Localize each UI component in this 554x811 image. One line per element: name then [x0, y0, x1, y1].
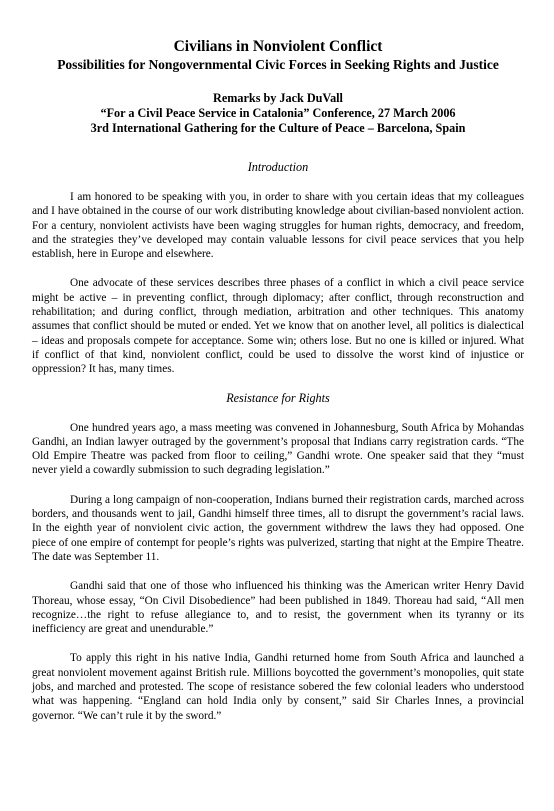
paragraph: One hundred years ago, a mass meeting was convened in Johannesburg, South Africa by Mohandas Gandhi, an Indian lawyer outraged by the government’s proposal that Indians carry registration cards. “The Old Empire Theatre was packed from floor to ceiling,” Gandhi wrote. One speaker said that they “must never yield a cowardly submission to such degrading legislation.” — [32, 421, 524, 477]
document-subtitle: Possibilities for Nongovernmental Civic Forces in Seeking Rights and Justice — [57, 57, 499, 72]
paragraph: During a long campaign of non-cooperation, Indians burned their registration cards, marched across borders, and thousands went to jail, Gandhi himself three times, all to disrupt the government’s racial laws. In the eighth year of nonviolent civic action, the government withdrew the laws they had opposed. One piece of one empire of contempt for people’s rights was pulverized, starting that night at the Empire Theatre. The date was September 11. — [32, 493, 524, 563]
document-title: Civilians in Nonviolent Conflict — [173, 38, 383, 55]
paragraph: I am honored to be speaking with you, in order to share with you certain ideas that my colleagues and I have obtained in the course of our work distributing knowledge about civilian-based nonviolent action. For a century, nonviolent activists have been waging struggles for human rights, democracy, and freedom, and the strategies they’ve developed may contain valuable lessons for civil peace services that you help establish, here in Europe and elsewhere. — [32, 191, 524, 261]
remarks-author: Remarks by Jack DuVall — [213, 91, 343, 105]
paragraph: To apply this right in his native India, Gandhi returned home from South Africa and launched a great nonviolent movement against British rule. Millions boycotted the government’s monopolies, quit state jobs, and marched and protested. The scope of resistance sobered the few colonial leaders who understood what was happening. “England can hold India only by consent,” said Sir Charles Innes, a provincial governor. “We can’t rule it by the sword.” — [32, 652, 524, 722]
section-heading-resistance: Resistance for Rights — [226, 390, 330, 405]
paragraph: One advocate of these services describes three phases of a conflict in which a civil peace service might be active – in preventing conflict, through diplomacy; after conflict, through reconstruction and rehabilitation; and during conflict, through mediation, arbitration and other techniques. This anatomy assumes that conflict should be muted or ended. Yet we know that on another level, all politics is dialectical – ideas and proposals compete for acceptance. Some win; others lose. But no one is killed or injured. What if conflict of that kind, nonviolent conflict, could be used to dissolve the worst kind of injustice or oppression? It has, many times. — [32, 277, 524, 376]
conference-name: “For a Civil Peace Service in Catalonia” Conference, 27 March 2006 — [100, 106, 456, 120]
remarks-block — [32, 91, 524, 136]
gathering-name: 3rd International Gathering for the Culture of Peace – Barcelona, Spain — [90, 121, 466, 135]
paragraph: Gandhi said that one of those who influenced his thinking was the American writer Henry David Thoreau, whose essay, “On Civil Disobedience” had been published in 1849. Thoreau had said, “All men recognize…the right to refuse allegiance to, and to resist, the government when its tyranny or its inefficiency are great and unendurable.” — [32, 580, 524, 636]
section-heading-introduction: Introduction — [247, 160, 309, 174]
